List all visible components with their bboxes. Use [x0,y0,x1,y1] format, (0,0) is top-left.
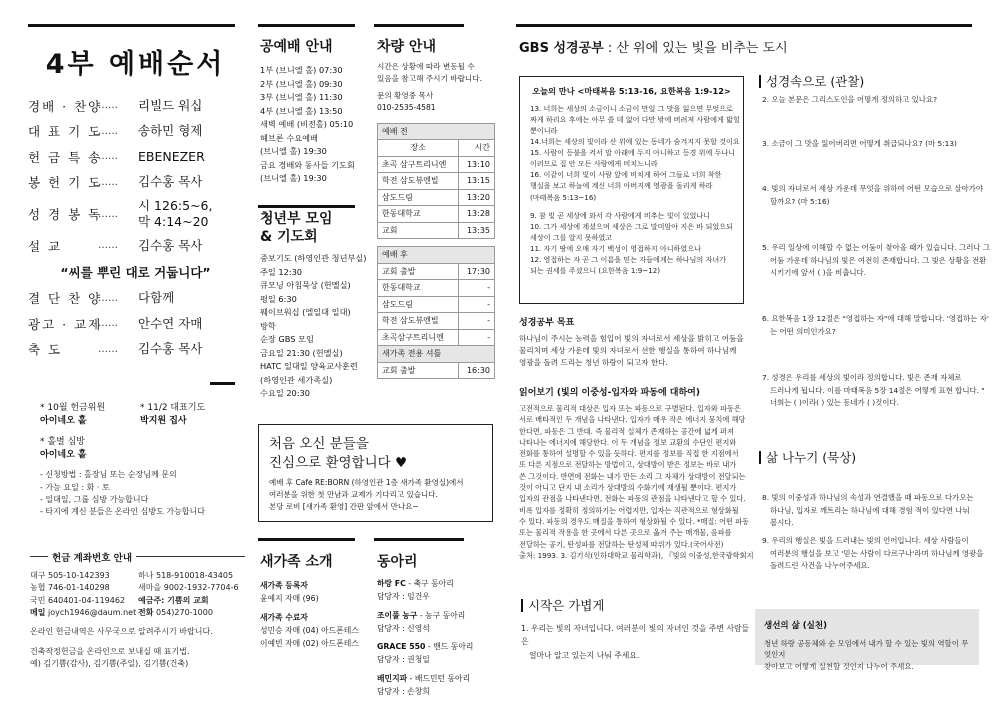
service-time: 새벽 예배 (비전홀) 05:10 [260,119,354,130]
share-question [762,535,984,573]
club-item [377,672,495,699]
after-service-label: 예배 후 [378,247,495,264]
newfamily-done-label: 새가족 수료자 [260,612,308,622]
stop-time: - [458,280,494,297]
order-row [28,311,243,337]
table-row [378,206,495,223]
club-desc: - 배드민턴 동아리 [407,673,471,683]
order-value: 시 126:5~6, 막 4:14~20 [138,198,213,229]
vehicle-note: 시간은 상황에 따라 변동될 수 [377,62,475,71]
observe-question [762,313,989,338]
order-row [28,233,243,259]
goal-line: 영광을 돌려 드리는 청년 하랑이 되고자 한다. [519,358,668,368]
youth-item: 수요일 20:30 [260,388,310,399]
after-service-table [377,246,495,379]
order-dots: …… [98,208,118,220]
vehicle-title: 차량 안내 [377,39,436,55]
order-value: EBENEZER [138,148,205,164]
newfamily-shuttle-label: 새가족 전용 셔틀 [378,346,495,363]
reading-line: 출처: 1993. 3. 김기식(인하대학교 물리학과), 『빛의 이중성,한국광학회지 [519,550,754,560]
question-line: 7. 성경은 우리를 세상의 빛이라 정의합니다. 빛은 존재 자체로 [762,373,962,382]
visit-note: - 타지에 계신 분들은 온라인 심방도 가능합니다 [40,507,205,517]
manna-line: 14.너희는 세상의 빛이라 산 위에 있는 동네가 숨겨지지 못할 것이요 [530,137,740,147]
order-dots: …… [98,292,118,304]
order-value: 김수홍 목사 [138,237,203,253]
service-time: 금요 경배와 동사들 기도회 [260,159,355,170]
account-note [30,638,245,646]
youth-item: 중보기도 (하영인관 청년부실) [260,253,367,263]
order-dots: …… [98,240,118,252]
club-line [377,609,495,622]
stop-time: 13:28 [459,206,495,223]
order-value: 김수홍 목사 [138,341,203,357]
table-row [378,156,495,173]
question-line: 9. 우리의 행실은 빛을 드러내는 빛의 언어입니다. 세상 사람들이 [762,536,969,545]
question-line: 봅시다. [770,518,794,528]
reading-line: 입자의 관점을 나타낸다면, 전화는 파동의 관점을 나타낸다고 할 수 있다. [519,494,746,504]
club-list [377,577,495,698]
youth-item: 금요일 21:30 (헌멜실) [260,347,343,358]
visit-note: - 가능 요일 : 화 · 토 [40,482,110,492]
clubs-rule [374,538,464,541]
club-desc: - 농구 동아리 [417,610,466,620]
observe-question [762,94,980,107]
table-row [378,296,495,313]
observe-question [762,138,980,151]
club-name: GRACE 550 [377,642,426,651]
manna-line: 13. 너희는 세상의 소금이니 소금이 만일 그 맛을 잃으면 무엇으로 [530,104,733,113]
section-bar [759,451,761,464]
manna-line: (마태복음 5:13~16) [530,192,597,202]
observe-question [762,183,983,208]
goal-title: 성경공부 목표 [519,318,575,328]
table-row [378,362,495,379]
reading-line: 한다면, 파동은 그 반대. 즉 물리적 실체가 존재하는 공간에 넓게 퍼져 [519,426,734,436]
mail-label: 메일 [30,608,46,618]
stop-time: 16:30 [458,362,494,379]
welcome-title-2: 진심으로 환영합니다 ♥ [269,454,408,471]
account-number: 농협 746-01-140298 [30,583,110,593]
order-label: 봉 헌 기 도 [28,175,103,191]
youth-item: 큐모닝 아침묵상 (헌멜실) [260,280,351,291]
stop-name: 교회 [378,222,459,239]
question-line: 는 어떤 의미인가요? [770,326,836,336]
club-desc: - 밴드 동아리 [425,642,474,651]
vehicle-rule [374,24,464,27]
service-time: 3부 (브니엘 홀) 11:30 [260,92,343,103]
question-line: 4. 빛의 자녀로서 세상 가운데 무엇을 위하여 어떤 모습으로 살아가야 [762,184,983,193]
stop-time: 13:35 [459,222,495,239]
account-note: 건축작정헌금을 온라인으로 보내실 때 표기법. [30,646,190,656]
welcome-text: 예배 후 Cafe RE:BORN (하영인관 1층 새가족 환영실)에서 [269,477,464,487]
reading-line: 비록 입자를 정확히 정의하기는 어렵지만, 입자는 직관적으로 형상화될 [519,505,739,515]
welcome-text: 본당 로비 [새가족 환영] 간판 앞에서 만나요~ [269,501,419,511]
youth-item: (하영인관 세가족실) [260,374,333,385]
share-title [759,448,979,466]
welcome-text: 여러분을 위한 첫 만남과 교제가 기다리고 있습니다. [269,489,438,499]
order-label: 성 경 봉 독 [28,207,103,222]
account-note: 온라인 헌금내역은 사무국으로 알려주시기 바랍니다. [30,626,213,636]
club-name: 배민지파 [377,673,408,683]
manna-line: 11. 자기 땅에 오매 자기 백성이 영접하지 아니하였으나 [530,243,701,253]
order-label: 헌 금 특 송 [28,149,103,165]
account-title: 헌금 계좌번호 안내 [48,550,136,564]
manna-line: 12. 영접하는 자 곧 그 이름을 믿는 자들에게는 하나님의 자녀가 [530,254,727,264]
club-leader: 담당자 : 손창희 [377,686,430,696]
gbs-title-sub: : 산 위에 있는 빛을 비추는 도시 [603,41,788,56]
table-row [378,313,495,330]
order-dots: …… [98,100,118,112]
stop-name: 한동대학교 [378,206,459,223]
stop-time: - [458,313,494,330]
share-title-text: 삶 나누기 (묵상) [766,450,857,465]
reading-line: 또는 물리적 작용을 한 곳에서 다른 곳으로 옮겨 주는 매개물, 음파를 [519,528,732,538]
reading-text [519,403,754,561]
youth-item: 순장 GBS 모임 [260,334,314,345]
account-number: 대구 505-10-142393 [30,571,110,580]
service-time: 4부 (브니엘 홀) 13:50 [260,105,343,116]
table-row [378,222,495,239]
manna-line: 10. 그가 세상에 계셨으며 세상은 그로 말미암아 지은 바 되었으되 [530,221,733,231]
reading-line: 것이 아니고 단지 내 소리가 상대방의 수화기에 재생될 뿐이다. 편지가 [519,483,737,493]
section-bar [521,599,523,612]
question-line: 할까요? (마 5:16) [770,196,830,206]
order-label: 설 교 [28,238,63,254]
youth-title: 청년부 모임 & 기도회 [260,211,333,245]
hall-visit-label: * 홀별 심방 [40,437,85,448]
practice-box [755,609,979,671]
order-row [28,195,243,233]
youth-item: 웨이브워십 (엘일대 일대) [260,307,351,318]
manna-line: 이러므로 집 안 모든 사람에게 비치느니라 [530,159,658,169]
club-line [377,577,495,590]
question-line: 3. 소금이 그 맛을 잃어버리면 어떻게 취급되나요? (마 5:13) [762,139,957,148]
reading-line: 또 다른 지점으로 전달하는 방법이고, 상대방이 받은 정보는 바로 내가 [519,460,737,470]
account-number: 하나 518-910018-43405 [138,571,234,580]
order-label: 경배 · 찬양 [28,98,103,114]
section-bar [759,75,761,88]
order-row [28,170,243,196]
bottom-rule [210,382,235,385]
share-question [762,492,980,530]
stop-name: 삼도드림 [378,296,459,313]
club-item [377,577,495,604]
start-section [521,596,751,662]
goal-text [519,333,747,369]
question-line: 5. 우리 일상에 이해할 수 없는 어둠이 찾아올 때가 있습니다. 그러나 그 [762,243,991,252]
order-dots: …… [98,343,118,355]
youth-rule [258,205,355,208]
oct-offering-label: * 10월 헌금위원 [40,403,106,413]
reading-line: 쓴 그것이다. 반면에 전화는 내가 만든 소리 그 자체가 상대방이 전달되는 [519,471,746,481]
order-value: 김수홍 목사 [138,174,203,190]
clubs-section [377,551,495,703]
account-holder: 예금주: 기쁨의 교회 [138,595,209,605]
reading-line: 고전적으로 물리적 대상은 입자 또는 파동으로 구별된다. 입자와 파동은 [519,404,741,413]
observe-question [762,372,985,410]
order-dots: …… [98,125,118,137]
reading-line: 전화를 통하여 설명할 수 있을 듯하다. 편지를 정보를 직접 한 지점에서 [519,449,739,459]
public-worship-title: 공예배 안내 [260,39,333,55]
manna-box [519,76,744,304]
club-item [377,609,495,636]
order-value: 안수연 자매 [138,315,203,331]
visit-note: - 신청방법 : 홀장님 또는 순장님께 문의 [40,470,177,480]
manna-line: 9. 참 빛 곧 세상에 와서 각 사람에게 비추는 빛이 있었나니 [530,210,711,220]
worship-rule [258,24,355,27]
table-row [378,173,495,190]
order-row [28,286,243,312]
stop-name: 초곡삼구트리니엔 [378,329,459,346]
table-row [378,189,495,206]
newfamily-member: 윤예지 자매 (96) [260,594,319,604]
table-row [378,329,495,346]
share-section [759,448,979,466]
manna-line: 짜게 하리요 후에는 아무 쓸 데 없어 다만 밖에 버려져 사람에게 밟힐 [530,115,740,125]
order-row [28,119,243,145]
manna-line: 15. 사람이 등불을 켜서 말 아래에 두지 아니하고 등경 위에 두나니 [530,148,736,158]
duty-section [40,402,240,519]
service-time: 2부 (브니엘 홀) 09:30 [260,78,343,89]
stop-time: 13:10 [459,156,495,173]
phone-label: 전화 [138,608,154,618]
observe-question [762,242,991,280]
newfamily-title: 새가족 소개 [260,554,333,570]
order-row [28,93,243,119]
start-question: 얼마나 알고 있는지 나눠 주세요. [529,650,640,660]
stop-time: 17:30 [458,263,494,280]
worship-order-list-2 [28,286,243,363]
vehicle-phone: 010-2535-4581 [377,103,436,113]
club-desc: - 축구 동아리 [405,579,454,588]
col-header: 시간 [459,140,495,157]
account-number: 국민 640401-04-119462 [30,595,126,605]
manna-line: 16. 이같이 너희 빛이 사람 앞에 비치게 하여 그들로 너희 착한 [530,170,722,180]
stop-name: 초곡 삼구트리니엔 [378,156,459,173]
order-value: 다함께 [138,290,175,306]
observe-section [759,72,979,90]
club-name: 조이풀 농구 [377,610,418,620]
goal-line: 하나님이 주시는 능력을 힘입어 빛의 자녀로서 세상을 밝히고 어둠을 [519,334,744,343]
club-item [377,640,495,667]
before-service-label: 예배 전 [378,123,495,140]
worship-order-title: 4부 예배순서 [45,49,226,80]
manna-title: 오늘의 만나 <마태복음 5:13-16, 요한복음 1:9-12> [532,86,731,96]
account-section [30,550,245,671]
reading-line: 수 있다. 파동의 경우도 매질을 통하여 형상화될 수 있다. *매질: 어떤 파동 [519,516,750,526]
mail-link[interactable]: joych1946@daum.net [48,608,137,618]
start-title-text: 시작은 가볍게 [528,598,605,613]
col-header: 장소 [378,140,459,157]
gbs-title-main: GBS 성경공부 [519,41,604,56]
question-line: 돌려드린 사건을 나누어주세요. [770,561,870,571]
stop-time: - [458,329,494,346]
youth-meetings [260,211,370,401]
order-value: 송하민 형제 [138,123,203,139]
observe-title-text: 성경속으로 (관찰) [766,74,865,89]
manna-line: 행실을 보고 하늘에 계신 너희 아버지께 영광을 돌리게 하라 [530,181,713,191]
welcome-title-1: 처음 오신 분들을 [269,436,369,452]
club-leader: 담당자 : 신영석 [377,623,430,633]
manna-line [530,203,733,210]
top-rule [28,24,235,27]
reading-line: 전달하는 공기, 탄성파를 전달하는 탄성체 따위가 있다.(국어사전) [519,539,724,549]
youth-item: 평일 6:30 [260,293,297,304]
reading-line: 서로 배타적인 두 개념을 나타낸다. 입자가 매우 작은 에너지 뭉치에 해당 [519,415,746,425]
public-worship [260,36,370,186]
gbs-title [519,37,788,56]
club-line [377,672,495,685]
gbs-rule [516,24,972,27]
stop-name: 교회 출발 [378,263,459,280]
question-line: 어둠 가운데 하나님의 빛은 여전히 존재합니다. 그 빛은 상황을 전환 [770,255,987,265]
stop-time: 13:20 [459,189,495,206]
practice-text: 찾아보고 어떻게 실천할 것인지 나누어 주세요. [764,661,914,671]
youth-item: HATC 일대일 양육교사훈련 [260,361,358,372]
order-label: 광고 · 교제 [28,316,103,332]
stop-name: 한동대학교 [378,280,459,297]
before-service-table [377,123,495,240]
stop-name: 교회 출발 [378,362,459,379]
observe-title [759,72,979,90]
question-line: 시키기에 앞서 ( )을 비춥니다. [770,268,867,278]
stop-name: 학전 삼도뷰엔빌 [378,173,459,190]
reading-section [519,385,754,561]
practice-text: 청년 하랑 공동체와 순 모임에서 내가 할 수 있는 빛의 역할이 무엇인지 [764,639,969,660]
order-row [28,144,243,170]
club-name: 하랑 FC [377,579,406,588]
order-label: 대 표 기 도 [28,124,103,140]
goal-line: 물리치며 세상 가운데 빛의 자녀로서 선한 행실을 통하여 하나님께 [519,346,737,356]
worship-order [28,28,243,362]
order-row [28,337,243,363]
oct-offering-value: 아이네오 홀 [40,416,87,427]
manna-line: 세상이 그를 알지 못하였고 [530,232,613,242]
manna-line: 되는 권세를 주셨으니 (요한복음 1:9~12) [530,265,661,275]
stop-name: 삼도드림 [378,189,459,206]
start-title [521,596,751,614]
start-question: 1. 우리는 빛의 자녀입니다. 여러분이 빛의 자녀인 것을 주변 사람들은 [521,624,750,647]
order-dots: …… [98,176,118,188]
order-label: 축 도 [28,342,63,358]
stop-time: 13:15 [459,173,495,190]
order-dots: …… [98,151,118,163]
club-line [377,640,495,653]
order-dots: …… [98,318,118,330]
clubs-title: 동아리 [377,554,418,570]
sermon-title: “씨를 뿌린 대로 거둡니다” [60,264,211,280]
goal-section [519,315,747,369]
club-leader: 담당자 : 권청일 [377,655,430,665]
service-time: 헤브론 수요예배 [260,132,318,143]
visit-note: - 일대일, 그룹 심방 가능합니다 [40,494,149,504]
stop-name: 학전 삼도뷰엔빌 [378,313,459,330]
vehicle-section [377,36,495,379]
stop-time: - [458,296,494,313]
table-row [378,280,495,297]
manna-line: 뿐이니라 [530,126,558,136]
account-number: 새마을 9002-1932-7704-6 [138,583,239,593]
question-line: 너희는 ( )이라( ) 있는 동네가 ( )것이다. [770,398,899,408]
practice-title: 생선의 삶 (실천) [764,621,827,631]
service-time: (브니엘 홀) 19:30 [260,146,327,157]
worship-order-list [28,93,243,259]
question-line: 8. 빛의 이중성과 하나님의 속성과 연결했을 때 파동으로 다가오는 [762,493,974,502]
hall-visit-value: 아이네오 홀 [40,450,87,461]
nov-prayer-label: * 11/2 대표기도 [140,403,206,413]
question-line: 6. 요한복음 1장 12절은 "영접하는 자"에 대해 말합니다. '영접하는 자' [762,314,989,323]
phone-number: 054)270-1000 [156,608,213,618]
vehicle-note: 있음을 참고해 주시기 바랍니다. [377,74,483,84]
question-line: 2. 오늘 본문은 그리스도인을 어떻게 정의하고 있나요? [762,95,937,104]
nov-prayer-value: 박지원 집사 [140,416,187,427]
reading-line: 나타나는 에너지에 해당한다. 이 두 개념을 정보 교환의 수단인 편지와 [519,437,737,447]
newfamily-reg-label: 새가족 등록자 [260,581,308,590]
reading-title: 읽어보기 (빛의 이중성-입자와 파동에 대하여) [519,388,700,398]
newfamily-member: 성민승 자매 (04) 아드폰테스 [260,625,359,635]
newfamily-rule [258,538,355,541]
order-label: 결 단 찬 양 [28,291,103,307]
newfamily-section [260,551,370,650]
question-line: 하나님, 입자로 깨트리는 하나님에 대해 경험 적이 있다면 나눠 [770,505,970,515]
newfamily-member: 이예빈 자매 (02) 아드폰테스 [260,639,359,648]
manna-verses [530,103,740,276]
vehicle-contact: 문의 황영중 목사 [377,91,434,101]
question-line: 드러나게 됩니다. 이를 마태복음 5장 14절은 어떻게 표현 합니다. " [770,385,985,395]
table-row [378,263,495,280]
account-note: 예) 김기쁨(감사), 김기쁨(주일), 김기쁨(건축) [30,659,189,669]
order-value: 리빌드 워십 [138,97,203,113]
youth-item: 방학 [260,320,276,331]
welcome-box [258,424,493,522]
question-line: 여러분의 행실을 보고 '믿는 사람이 다르구나'라며 하나님께 영광을 [770,548,984,558]
club-leader: 담당자 : 임건우 [377,592,430,602]
service-time: (브니엘 홀) 19:30 [260,173,327,184]
service-time: 1부 (브니엘 홀) 07:30 [260,65,343,75]
youth-item: 주일 12:30 [260,266,303,277]
